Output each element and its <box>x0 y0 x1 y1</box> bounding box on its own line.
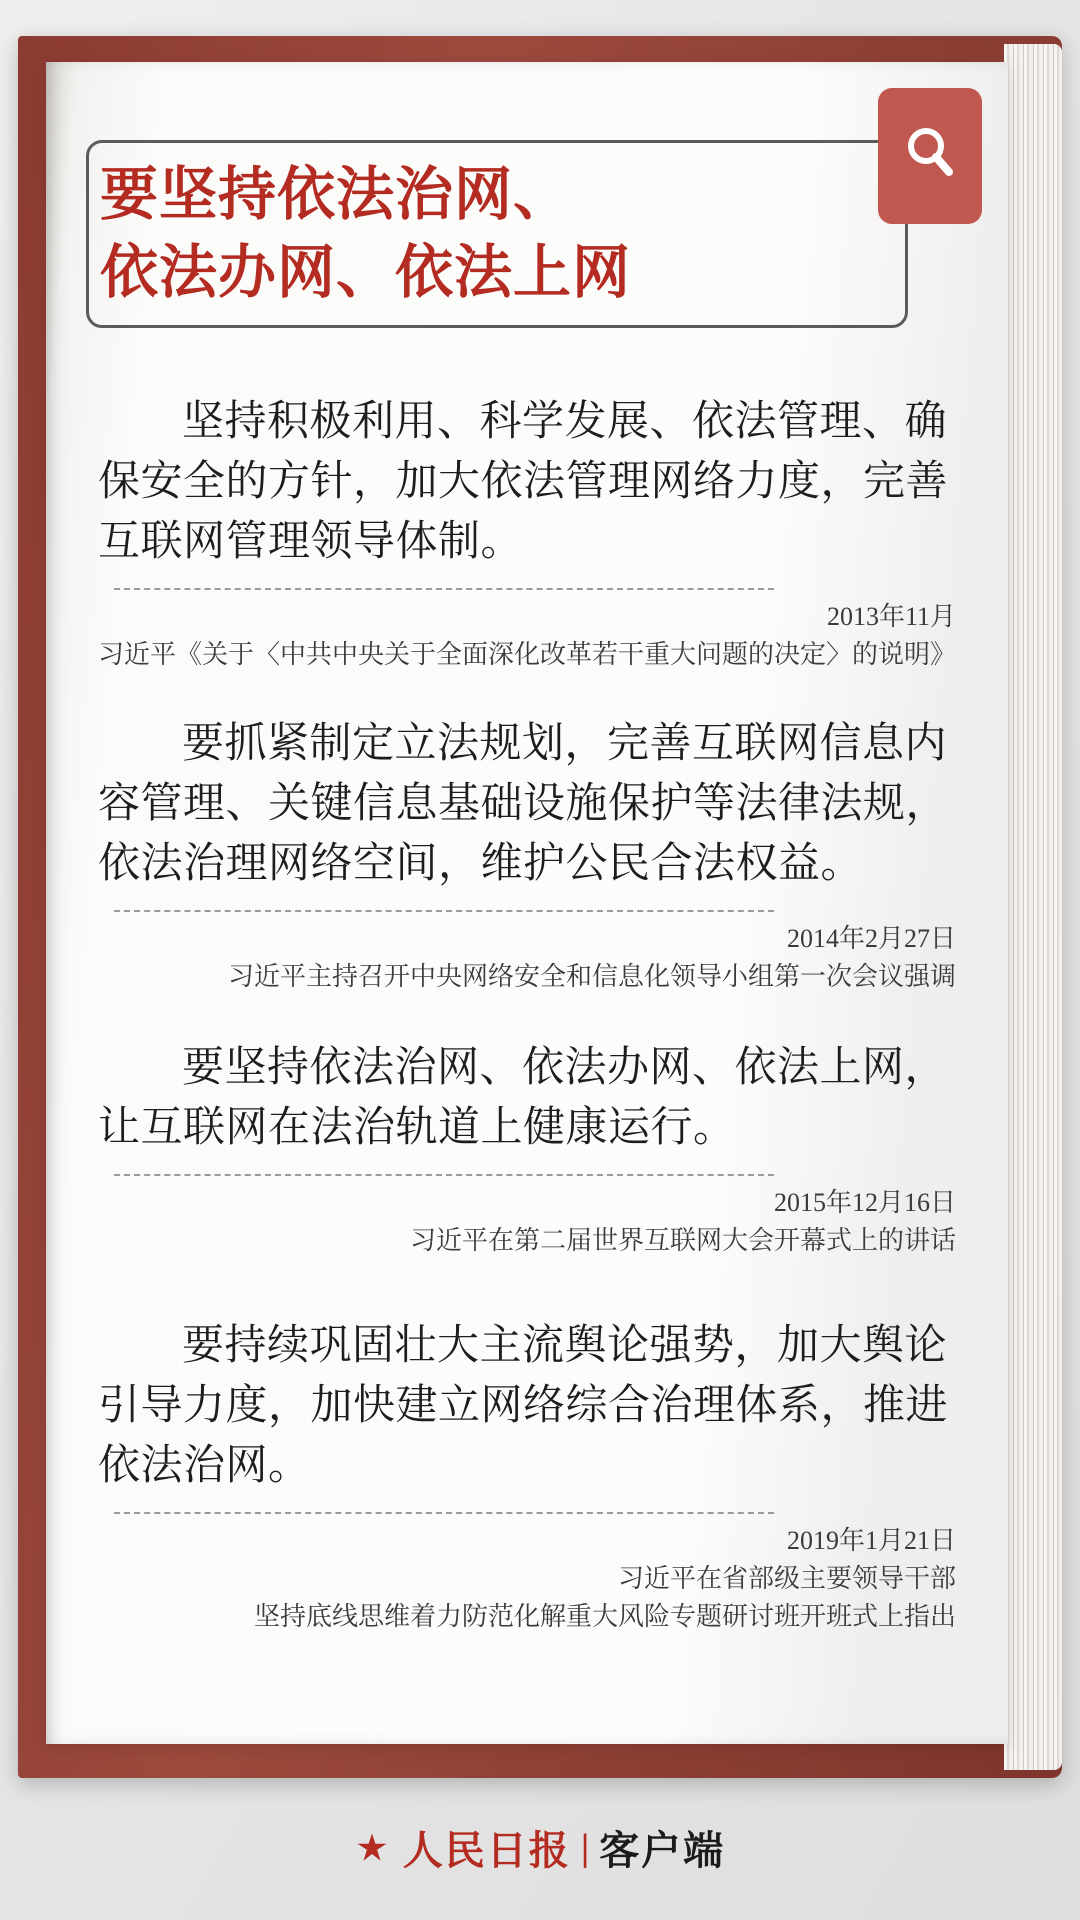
quote-date: 2019年1月21日 <box>786 1526 956 1555</box>
divider <box>114 588 774 590</box>
quote-text: 要抓紧制定立法规划，完善互联网信息内容管理、关键信息基础设施保护等法律法规，依法治理网络空间，维护公民合法权益。 <box>98 721 949 887</box>
page-stack-edge <box>1004 44 1062 1770</box>
quote-source: 习近平在省部级主要领导干部 <box>617 1564 956 1593</box>
search-icon <box>878 88 982 224</box>
quote-date: 2013年11月 <box>826 602 956 631</box>
publisher-name: 人民日报 <box>402 1828 571 1873</box>
quote-source: 习近平在第二届世界互联网大会开幕式上的讲话 <box>409 1226 956 1255</box>
footer <box>0 1819 1080 1876</box>
paper-page <box>46 62 1008 1744</box>
page-title-line-1: 要坚持依法治网、 <box>100 162 573 227</box>
quote-meta <box>98 1522 964 1636</box>
quote-source-line-2: 坚持底线思维着力防范化解重大风险专题研讨班开班式上指出 <box>253 1602 956 1631</box>
quote-meta <box>98 1184 964 1260</box>
page-title-line-2: 依法办网、依法上网 <box>100 240 632 305</box>
quote-block <box>98 714 964 996</box>
quote-source: 习近平《关于〈中共中央关于全面深化改革若干重大问题的决定〉的说明》 <box>98 640 957 669</box>
app-name: 客户端 <box>599 1829 726 1873</box>
quote-text: 要坚持依法治网、依法办网、依法上网，让互联网在法治轨道上健康运行。 <box>98 1045 948 1151</box>
quote-source: 习近平主持召开中央网络安全和信息化领导小组第一次会议强调 <box>227 962 956 991</box>
divider <box>114 1512 774 1514</box>
divider <box>114 910 774 912</box>
brand-logo <box>355 1819 725 1876</box>
page-title <box>100 156 720 312</box>
quote-block <box>98 1316 964 1636</box>
quote-text: 坚持积极利用、科学发展、依法管理、确保安全的方针，加大依法管理网络力度，完善互联网管理领导体制。 <box>98 399 949 565</box>
quote-meta <box>98 920 964 996</box>
quote-text: 要持续巩固壮大主流舆论强势，加大舆论引导力度，加快建立网络综合治理体系，推进依法治网。 <box>98 1323 949 1489</box>
flag-icon <box>355 1831 389 1865</box>
quote-meta <box>98 598 964 674</box>
quote-date: 2014年2月27日 <box>786 924 956 953</box>
quote-list <box>98 392 964 1658</box>
quote-date: 2015年12月16日 <box>773 1188 956 1217</box>
quote-block <box>98 392 964 674</box>
quote-block <box>98 1038 964 1260</box>
divider <box>114 1174 774 1176</box>
brand-divider: | <box>580 1826 590 1869</box>
